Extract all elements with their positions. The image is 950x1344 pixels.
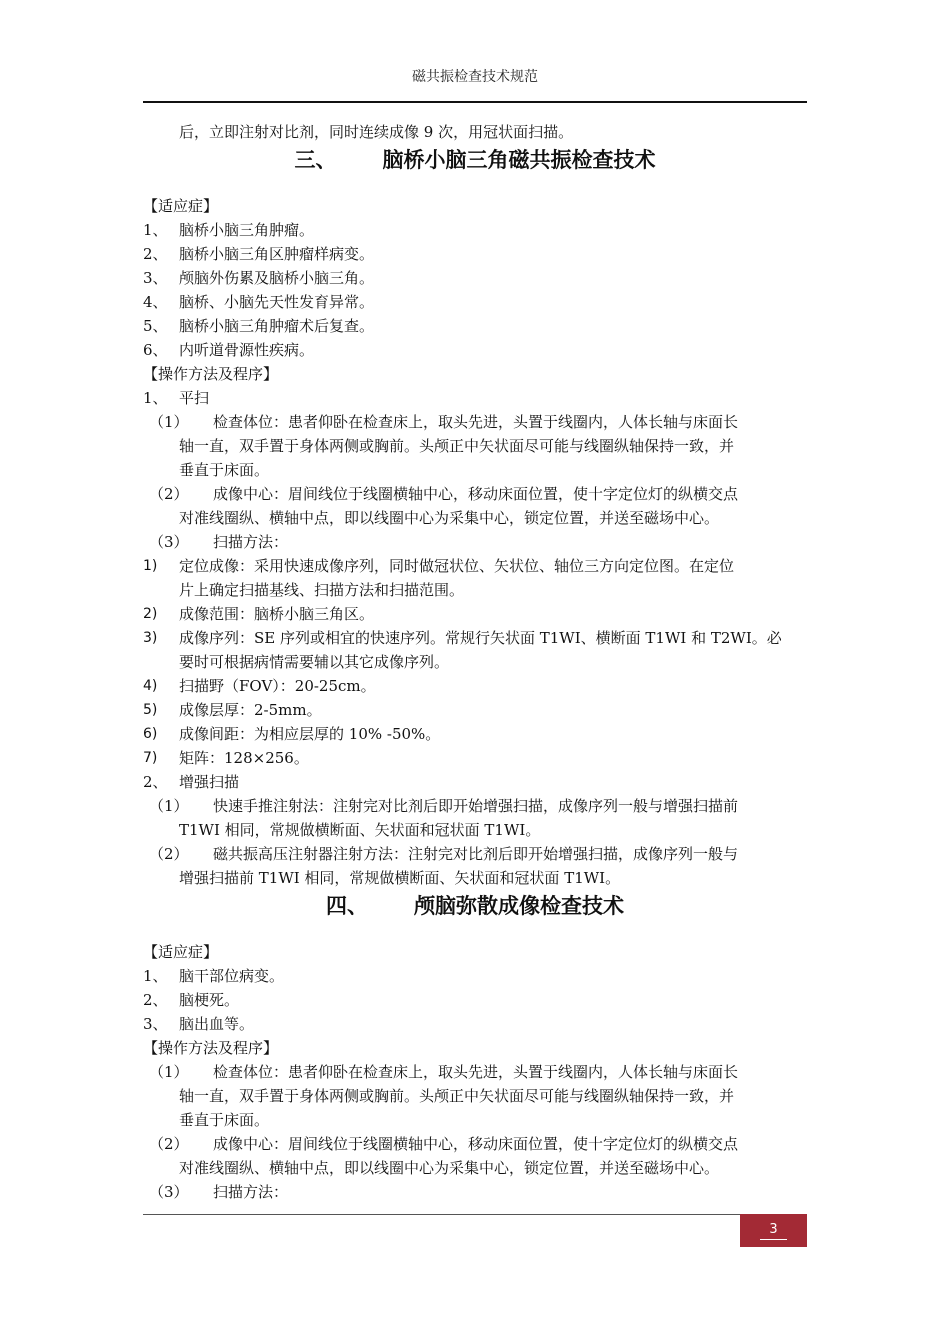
list-text: 扫描方法： [213,1183,289,1201]
list-number: 3、 [143,269,168,287]
list-item [143,290,807,314]
list-number: 2、 [143,773,168,791]
section-number: 三、 [294,147,337,172]
list-item [143,1132,807,1156]
list-item [143,554,807,578]
paragraph-line: T1WI 相同，常规做横断面、矢状面和冠状面 T1WI。 [179,821,541,839]
list-item [143,338,807,362]
list-item [143,314,807,338]
list-text: 脑桥小脑三角肿瘤。 [179,221,315,239]
list-number: 2、 [143,991,168,1009]
list-text: 快速手推注射法：注射完对比剂后即开始增强扫描，成像序列一般与增强扫描前 [213,797,739,815]
list-text: 平扫 [179,389,210,407]
subheading-procedure: 【操作方法及程序】 [143,365,279,383]
page-number-underline [760,1239,787,1240]
list-item [143,1060,807,1084]
list-text: 脑梗死。 [179,991,240,1009]
paragraph-line: 对准线圈纵、横轴中点，即以线圈中心为采集中心，锁定位置，并送至磁场中心。 [179,509,720,527]
list-item [143,698,807,722]
list-number: （1） [149,1063,189,1081]
list-text: 内听道骨源性疾病。 [179,341,315,359]
document-body [143,120,807,1204]
list-number: 6、 [143,341,168,359]
list-text: 脑出血等。 [179,1015,255,1033]
list-number: （3） [149,1183,189,1201]
list-number: 7) [143,750,158,766]
list-item [143,482,807,506]
list-text: 成像间距：为相应层厚的 10% -50%。 [179,725,441,743]
list-text: 成像中心：眉间线位于线圈横轴中心，移动床面位置，使十字定位灯的纵横交点 [213,1135,739,1153]
list-number: （3） [149,533,189,551]
list-number: 1) [143,558,158,574]
paragraph-line: 垂直于床面。 [179,461,270,479]
list-number: 5、 [143,317,168,335]
list-text: 扫描方法： [213,533,289,551]
list-item [143,746,807,770]
section-title: 颅脑弥散成像检查技术 [414,893,624,918]
paragraph-line: 增强扫描前 T1WI 相同，常规做横断面、矢状面和冠状面 T1WI。 [179,869,621,887]
list-number: （1） [149,413,189,431]
list-number: 3、 [143,1015,168,1033]
section-number: 四、 [326,893,368,918]
list-number: 1、 [143,967,168,985]
list-text: 磁共振高压注射器注射方法：注射完对比剂后即开始增强扫描，成像序列一般与 [213,845,739,863]
paragraph-line: 片上确定扫描基线、扫描方法和扫描范围。 [179,581,465,599]
subheading-procedure: 【操作方法及程序】 [143,1039,279,1057]
list-number: 4) [143,678,158,694]
list-number: （1） [149,797,189,815]
list-text: 检查体位：患者仰卧在检查床上，取头先进，头置于线圈内，人体长轴与床面长 [213,1063,739,1081]
paragraph-line: 要时可根据病情需要辅以其它成像序列。 [179,653,450,671]
list-text: 检查体位：患者仰卧在检查床上，取头先进，头置于线圈内，人体长轴与床面长 [213,413,739,431]
paragraph-line: 垂直于床面。 [179,1111,270,1129]
list-item [143,1180,807,1204]
section-heading-3 [143,144,807,194]
page-number: 3 [769,1222,778,1237]
list-item [143,602,807,626]
list-text: 脑桥小脑三角区肿瘤样病变。 [179,245,375,263]
section-title: 脑桥小脑三角磁共振检查技术 [382,147,656,172]
list-number: 2、 [143,245,168,263]
list-item [143,794,807,818]
paragraph-line: 后，立即注射对比剂，同时连续成像 9 次，用冠状面扫描。 [179,123,574,141]
list-text: 定位成像：采用快速成像序列，同时做冠状位、矢状位、轴位三方向定位图。在定位 [179,557,735,575]
list-text: 脑桥小脑三角肿瘤术后复查。 [179,317,375,335]
paragraph-line: 轴一直，双手置于身体两侧或胸前。头颅正中矢状面尽可能与线圈纵轴保持一致，并 [179,1087,735,1105]
list-number: 1、 [143,389,168,407]
list-item [143,674,807,698]
subheading-indications: 【适应症】 [143,943,219,961]
header-divider [143,101,807,103]
page-header-title: 磁共振检查技术规范 [412,69,538,85]
list-item [143,410,807,434]
list-text: 成像中心：眉间线位于线圈横轴中心，移动床面位置，使十字定位灯的纵横交点 [213,485,739,503]
list-item [143,722,807,746]
list-text: 成像层厚：2-5mm。 [179,701,322,719]
list-item [143,626,807,650]
list-item [143,1012,807,1036]
list-text: 矩阵：128×256。 [179,749,309,767]
list-item [143,266,807,290]
list-item [143,988,807,1012]
list-item [143,842,807,866]
list-text: 成像范围：脑桥小脑三角区。 [179,605,375,623]
list-number: 2) [143,606,158,622]
list-text: 脑干部位病变。 [179,967,285,985]
list-item [143,386,807,410]
list-item [143,242,807,266]
list-item [143,964,807,988]
list-text: 成像序列：SE 序列或相宜的快速序列。常规行矢状面 T1WI、横断面 T1WI 和 T2WI。必 [179,629,782,647]
list-number: （2） [149,845,189,863]
subheading-indications: 【适应症】 [143,197,219,215]
list-item [143,770,807,794]
list-text: 扫描野（FOV）：20-25cm。 [179,677,376,695]
paragraph-line: 对准线圈纵、横轴中点，即以线圈中心为采集中心，锁定位置，并送至磁场中心。 [179,1159,720,1177]
list-text: 增强扫描 [179,773,240,791]
page-number-badge [740,1214,807,1247]
list-number: 4、 [143,293,168,311]
list-number: （2） [149,485,189,503]
footer-divider [143,1214,740,1215]
list-text: 颅脑外伤累及脑桥小脑三角。 [179,269,375,287]
list-number: （2） [149,1135,189,1153]
list-number: 5) [143,702,158,718]
list-text: 脑桥、小脑先天性发育异常。 [179,293,375,311]
paragraph-line: 轴一直，双手置于身体两侧或胸前。头颅正中矢状面尽可能与线圈纵轴保持一致，并 [179,437,735,455]
list-number: 1、 [143,221,168,239]
section-heading-4 [143,890,807,940]
list-number: 3) [143,630,158,646]
list-item [143,530,807,554]
list-item [143,218,807,242]
list-number: 6) [143,726,158,742]
